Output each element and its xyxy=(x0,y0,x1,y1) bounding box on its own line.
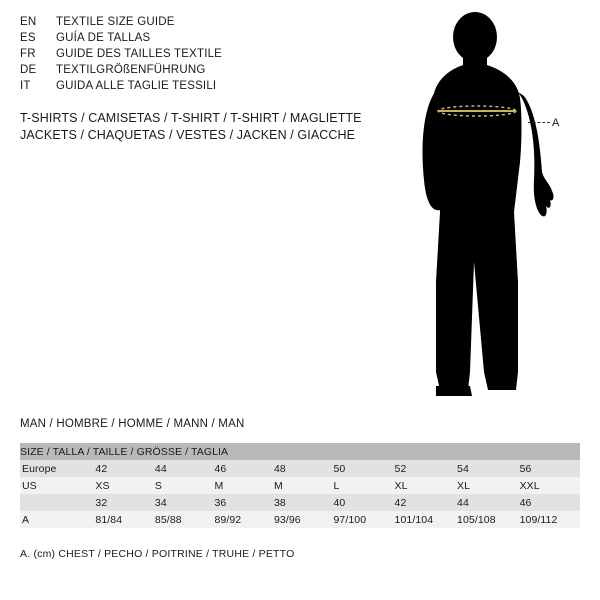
cell: 46 xyxy=(212,460,272,477)
cell: 93/96 xyxy=(272,511,332,528)
language-list xyxy=(20,16,350,96)
cell: XL xyxy=(393,477,456,494)
cell: 109/112 xyxy=(518,511,580,528)
cell: 85/88 xyxy=(153,511,213,528)
row-label: Europe xyxy=(20,460,93,477)
language-text: TEXTILE SIZE GUIDE xyxy=(56,16,175,28)
table-header-row xyxy=(20,443,580,460)
table-title: MAN / HOMBRE / HOMME / MANN / MAN xyxy=(20,418,245,430)
cell: 44 xyxy=(455,494,518,511)
garment-line-tshirts: T-SHIRTS / CAMISETAS / T-SHIRT / T-SHIRT / MAGLIETTE xyxy=(20,111,362,125)
size-table xyxy=(20,443,580,528)
cell: 38 xyxy=(272,494,332,511)
language-row xyxy=(20,80,350,96)
cell: 105/108 xyxy=(455,511,518,528)
body-silhouette-icon xyxy=(400,12,590,402)
cell: 42 xyxy=(393,494,456,511)
measure-leader-line xyxy=(528,122,550,124)
cell: 44 xyxy=(153,460,213,477)
cell: 56 xyxy=(518,460,580,477)
cell: XS xyxy=(93,477,153,494)
cell: 34 xyxy=(153,494,213,511)
cell: S xyxy=(153,477,213,494)
cell: 89/92 xyxy=(212,511,272,528)
language-row xyxy=(20,16,350,32)
cell: XL xyxy=(455,477,518,494)
language-code: FR xyxy=(20,48,36,60)
row-label: US xyxy=(20,477,93,494)
cell: 48 xyxy=(272,460,332,477)
cell: 46 xyxy=(518,494,580,511)
garment-line-jackets: JACKETS / CHAQUETAS / VESTES / JACKEN / GIACCHE xyxy=(20,128,356,142)
language-row xyxy=(20,32,350,48)
language-text: GUÍA DE TALLAS xyxy=(56,32,151,44)
table-row xyxy=(20,511,580,528)
language-code: IT xyxy=(20,80,31,92)
cell: 54 xyxy=(455,460,518,477)
cell: 32 xyxy=(93,494,153,511)
cell: 36 xyxy=(212,494,272,511)
measure-label-a: A xyxy=(552,117,560,129)
cell: 101/104 xyxy=(393,511,456,528)
row-label: A xyxy=(20,511,93,528)
cell: 81/84 xyxy=(93,511,153,528)
cell: M xyxy=(212,477,272,494)
cell: L xyxy=(331,477,392,494)
table-header-label: SIZE / TALLA / TAILLE / GRÖSSE / TAGLIA xyxy=(20,443,580,460)
language-code: EN xyxy=(20,16,37,28)
language-code: ES xyxy=(20,32,36,44)
footnote: A. (cm) CHEST / PECHO / POITRINE / TRUHE / PETTO xyxy=(20,548,295,560)
cell: 40 xyxy=(331,494,392,511)
row-label xyxy=(20,494,93,511)
cell: 97/100 xyxy=(331,511,392,528)
language-text: TEXTILGRÖßENFÜHRUNG xyxy=(56,64,206,76)
language-code: DE xyxy=(20,64,37,76)
language-text: GUIDA ALLE TAGLIE TESSILI xyxy=(56,80,217,92)
cell: 42 xyxy=(93,460,153,477)
language-row xyxy=(20,48,350,64)
cell: 52 xyxy=(393,460,456,477)
cell: XXL xyxy=(518,477,580,494)
cell: 50 xyxy=(331,460,392,477)
male-figure-illustration xyxy=(400,12,590,402)
language-text: GUIDE DES TAILLES TEXTILE xyxy=(56,48,223,60)
garment-categories xyxy=(20,110,380,144)
table-row xyxy=(20,460,580,477)
language-row xyxy=(20,64,350,80)
table-row xyxy=(20,494,580,511)
table-row xyxy=(20,477,580,494)
cell: M xyxy=(272,477,332,494)
